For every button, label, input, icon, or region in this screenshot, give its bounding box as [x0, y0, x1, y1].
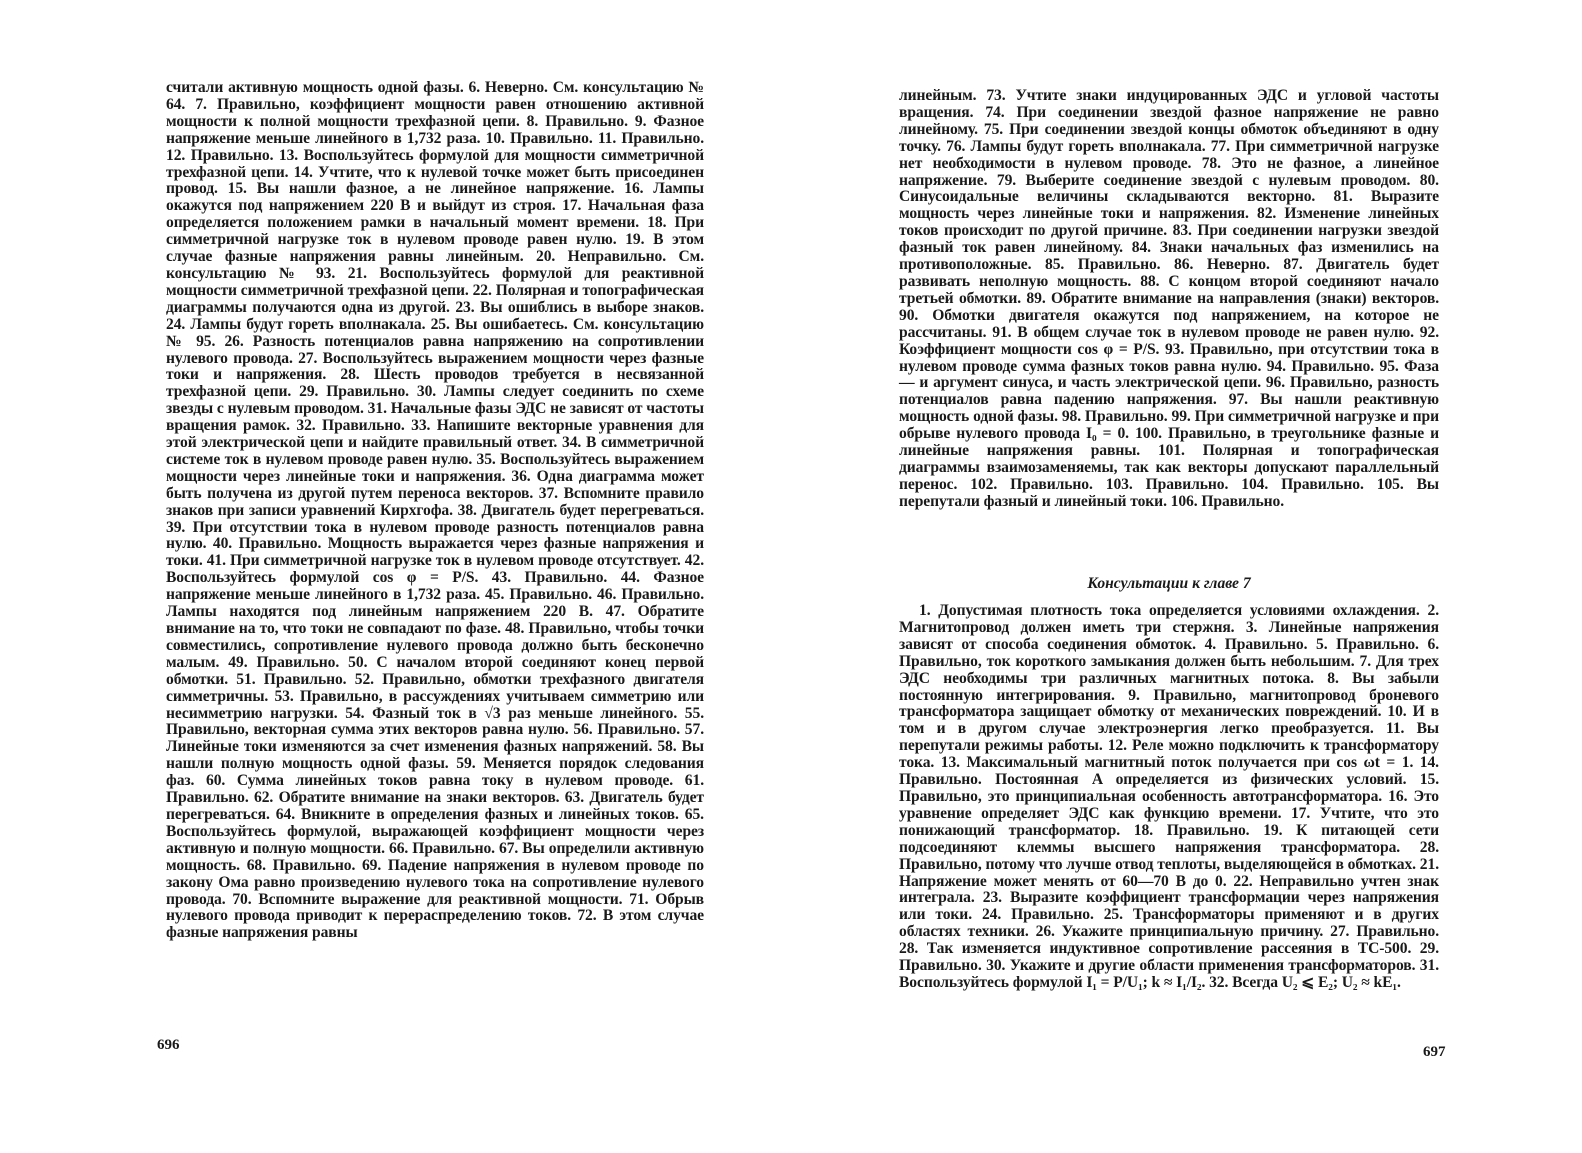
page-number-right: 697: [1423, 1044, 1446, 1060]
page-number-left: 696: [157, 1037, 180, 1053]
right-page-text-top: линейным. 73. Учтите знаки индуцированных ЭДС и угловой частоты вращения. 74. При соединении звездой фазное напряжение не равно линейному. 75. При соединении звездой концы обмоток объединяют в одну точку. 76. Лампы будут гореть вполнакала. 77. При симметричной нагрузке нет необходимости в нулевом проводе. 78. Это не фазное, а линейное напряжение. 79. Выберите соединение звездой с нулевым проводом. 80. Синусоидальные величины складываются векторно. 81. Выразите мощность через линейные токи и напряжения. 82. Изменение линейных токов происходит по другой причине. 83. При соединении нагрузки звездой фазный ток равен линейному. 84. Знаки начальных фаз изменились на противоположные. 85. Правильно. 86. Неверно. 87. Двигатель будет развивать неполную мощность. 88. С концом второй соединяют начало третьей обмотки. 89. Обратите внимание на направления (знаки) векторов. 90. Обмотки двигателя окажутся под напряжением, на которое не рассчитаны. 91. В общем случае ток в нулевом проводе не равен нулю. 92. Коэффициент мощности cos φ = P/S. 93. Правильно, при отсутствии тока в нулевом проводе сумма фазных токов равна нулю. 94. Правильно. 95. Фаза — и аргумент синуса, и часть электрической цепи. 96. Правильно, разность потенциалов равна падению напряжения. 97. Вы нашли реактивную мощность одной фазы. 98. Правильно. 99. При симметричной нагрузке и при обрыве нулевого провода I₀ = 0. 100. Правильно, в треугольнике фазные и линейные напряжения равны. 101. Полярная и топографическая диаграммы взаимозаменяемы, так как векторы допускают параллельный перенос. 102. Правильно. 103. Правильно. 104. Правильно. 105. Вы перепутали фазный и линейный токи. 106. Правильно.: [899, 87, 1439, 510]
left-page-text: считали активную мощность одной фазы. 6. Неверно. См. консультацию № 64. 7. Правильно, коэффициент мощности равен отношению активной мощности к полной мощности трехфазной цепи. 8. Правильно. 9. Фазное напряжение меньше линейного в 1,732 раза. 10. Правильно. 11. Правильно. 12. Правильно. 13. Воспользуйтесь формулой для мощности симметричной трехфазной цепи. 14. Учтите, что к нулевой точке может быть присоединен провод. 15. Вы нашли фазное, а не линейное напряжение. 16. Лампы окажутся под напряжением 220 В и выйдут из строя. 17. Начальная фаза определяется положением рамки в начальный момент времени. 18. При симметричной нагрузке ток в нулевом проводе равен нулю. 19. В этом случае фазные напряжения равны линейным. 20. Неправильно. См. консультацию № 93. 21. Воспользуйтесь формулой для реактивной мощности симметричной трехфазной цепи. 22. Полярная и топографическая диаграммы получаются одна из другой. 23. Вы ошиблись в выборе знаков. 24. Лампы будут гореть вполнакала. 25. Вы ошибаетесь. См. консультацию № 95. 26. Разность потенциалов равна напряжению на сопротивлении нулевого провода. 27. Воспользуйтесь выражением мощности через фазные токи и напряжения. 28. Шесть проводов требуется в несвязанной трехфазной цепи. 29. Правильно. 30. Лампы следует соединить по схеме звезды с нулевым проводом. 31. Начальные фазы ЭДС не зависят от частоты вращения рамок. 32. Правильно. 33. Напишите векторные уравнения для этой электрической цепи и найдите правильный ответ. 34. В симметричной системе ток в нулевом проводе равен нулю. 35. Воспользуйтесь выражением мощности через линейные токи и напряжения. 36. Одна диаграмма может быть получена из другой путем переноса векторов. 37. Вспомните правило знаков при записи уравнений Кирхгофа. 38. Двигатель будет перегреваться. 39. При отсутствии тока в нулевом проводе разность потенциалов равна нулю. 40. Правильно. Мощность выражается через фазные напряжения и токи. 41. При симметричной нагрузке ток в нулевом проводе отсутствует. 42. Воспользуйтесь формулой cos φ = P/S. 43. Правильно. 44. Фазное напряжение меньше линейного в 1,732 раза. 45. Правильно. 46. Правильно. Лампы находятся под линейным напряжением 220 В. 47. Обратите внимание на то, что токи не совпадают по фазе. 48. Правильно, чтобы точки совместились, сопротивление нулевого провода должно быть бесконечно малым. 49. Правильно. 50. С началом второй соединяют конец первой обмотки. 51. Правильно. 52. Правильно, обмотки трехфазного двигателя симметричны. 53. Правильно, в рассуждениях учитываем симметрию или несимметрию нагрузки. 54. Фазный ток в √3 раз меньше линейного. 55. Правильно, векторная сумма этих векторов равна нулю. 56. Правильно. 57. Линейные токи изменяются за счет изменения фазных напряжений. 58. Вы нашли полную мощность одной фазы. 59. Меняется порядок следования фаз. 60. Сумма линейных токов равна току в нулевом проводе. 61. Правильно. 62. Обратите внимание на знаки векторов. 63. Двигатель будет перегреваться. 64. Вникните в определения фазных и линейных токов. 65. Воспользуйтесь формулой, выражающей коэффициент мощности через активную и полную мощности. 66. Правильно. 67. Вы определили активную мощность. 68. Правильно. 69. Падение напряжения в нулевом проводе по закону Ома равно произведению нулевого тока на сопротивление нулевого провода. 70. Вспомните выражение для реактивной мощности. 71. Обрыв нулевого провода приводит к перераспределению токов. 72. В этом случае фазные напряжения равны: [166, 79, 704, 942]
right-page: [791, 0, 1582, 1153]
right-page-text-bottom: 1. Допустимая плотность тока определяется условиями охлаждения. 2. Магнитопровод должен иметь три стержня. 3. Линейные напряжения зависят от способа соединения обмоток. 4. Правильно. 5. Правильно. 6. Правильно, ток короткого замыкания должен быть небольшим. 7. Для трех ЭДС необходимы три различных магнитных потока. 8. Вы забыли постоянную интегрирования. 9. Правильно, магнитопровод броневого трансформатора защищает обмотку от механических повреждений. 10. И в том и в другом случае электроэнергия легко преобразуется. 11. Вы перепутали режимы работы. 12. Реле можно подключить к трансформатору тока. 13. Максимальный магнитный поток получается при cos ωt = 1. 14. Правильно. Постоянная A определяется из физических условий. 15. Правильно, это принципиальная особенность автотрансформатора. 16. Это уравнение определяет ЭДС как функцию времени. 17. Учтите, что это понижающий трансформатор. 18. Правильно. 19. К питающей сети подсоединяют клеммы высшего напряжения трансформатора. 28. Правильно, потому что лучше отвод теплоты, выделяющейся в обмотках. 21. Напряжение может менять от 60—70 В до 0. 22. Неправильно учтен знак интеграла. 23. Выразите коэффициент трансформации через напряжения или токи. 24. Правильно. 25. Трансформаторы применяют и в других областях техники. 26. Укажите принципиальную причину. 27. Правильно. 28. Так изменяется индуктивное сопротивление рассеяния в ТС-500. 29. Правильно. 30. Укажите и другие области применения трансформаторов. 31. Воспользуйтесь формулой I₁ = P/U₁; k ≈ I₁/I₂. 32. Всегда U₂ ⩽ E₂; U₂ ≈ kE₁.: [899, 602, 1439, 991]
chapter-7-heading: Консультации к главе 7: [1087, 575, 1251, 592]
